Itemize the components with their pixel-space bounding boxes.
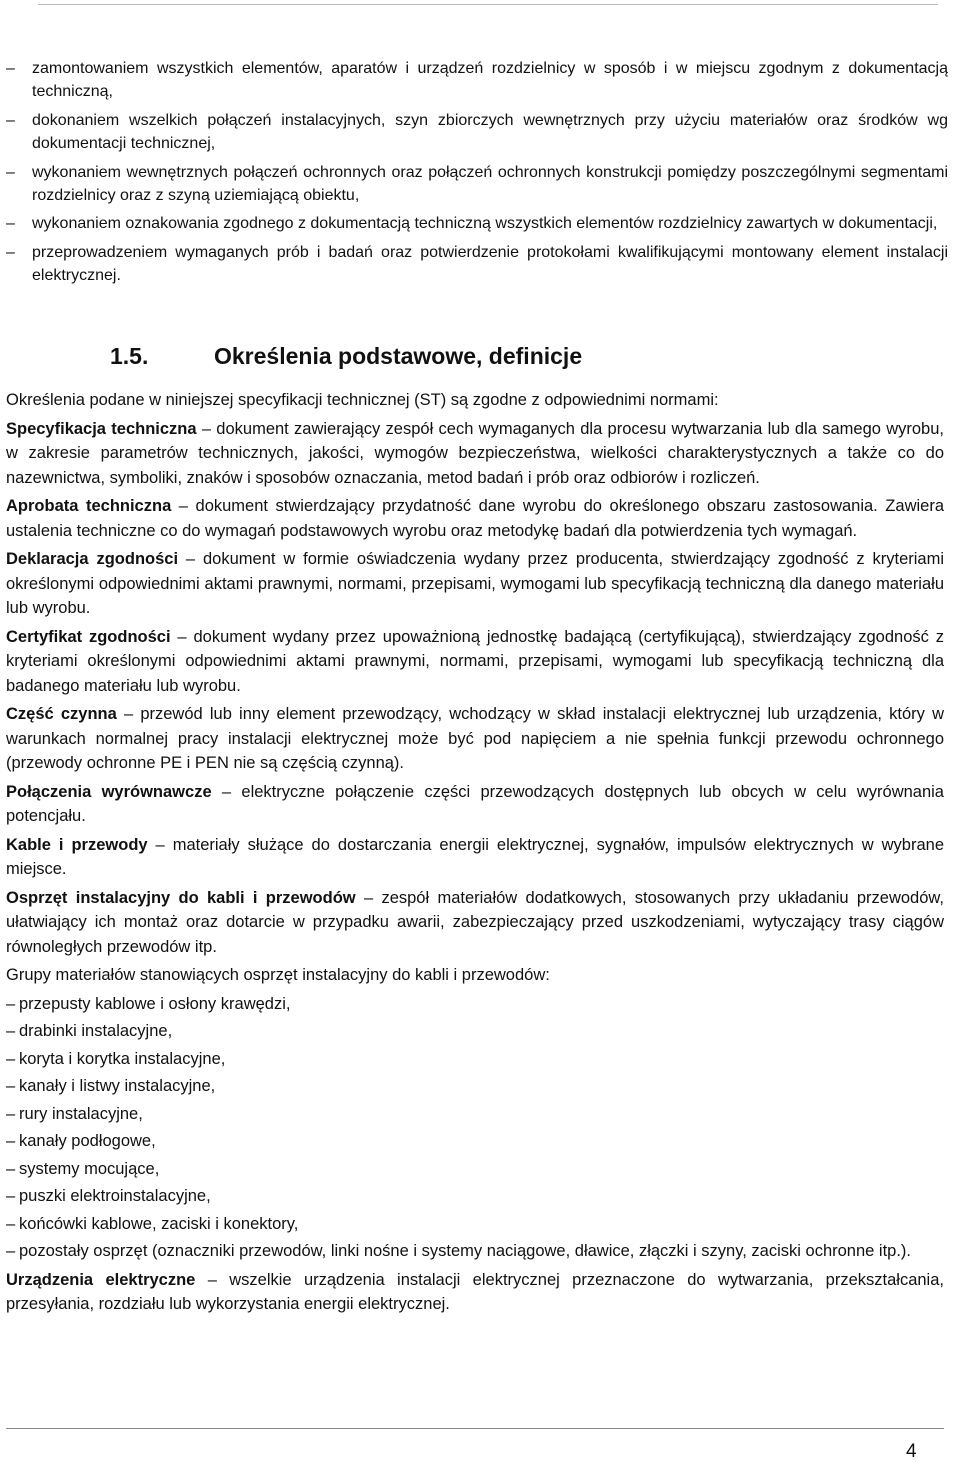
list-item-text: – przeprowadzeniem wymaganych prób i badań oraz potwierdzenie protokołami kwalifikującymi montowany element instalacji elektrycznej. xyxy=(32,243,948,285)
list-item xyxy=(0,57,948,104)
definition-paragraph xyxy=(6,1268,944,1317)
section-number: 1.5. xyxy=(110,343,149,369)
section-heading xyxy=(110,343,582,370)
list-item: – przepusty kablowe i osłony krawędzi, xyxy=(6,992,944,1017)
definition-text: – dokument wydany przez upoważnioną jednostkę badającą (certyfikującą), stwierdzający zgodność z kryteriami określonymi odpowiednimi aktami prawnymi, normami, przepisami, wymogami lub specyfikacją techniczną dla badanego materiału lub wyrobu. xyxy=(6,627,944,695)
definition-term: Osprzęt instalacyjny do kabli i przewodów xyxy=(6,888,356,907)
requirements-list xyxy=(0,57,948,293)
list-item xyxy=(0,109,948,156)
definition-text: – wszelkie urządzenia instalacji elektrycznej przeznaczone do wytwarzania, przekształcania, przesyłania, rozdziału lub wykorzystania energii elektrycznej. xyxy=(6,1270,944,1313)
definition-paragraph xyxy=(6,547,944,621)
definition-text: – dokument w formie oświadczenia wydany przez producenta, stwierdzający zgodność z kryteriami określonymi odpowiednimi aktami prawnymi, normami, przepisami, wymogami lub specyfikacją techniczną dla danego materiału lub wyrobu. xyxy=(6,550,945,617)
list-item: – kanały i listwy instalacyjne, xyxy=(6,1074,944,1099)
list-item-text: – wykonaniem wewnętrznych połączeń ochronnych oraz połączeń ochronnych konstrukcji pomiędzy poszczególnymi segmentami rozdzielnicy oraz z szyną uziemiającą obiektu, xyxy=(32,163,948,205)
definition-paragraph xyxy=(6,780,944,829)
top-rule xyxy=(38,4,938,5)
list-item: – pozostały osprzęt (oznaczniki przewodów, linki nośne i systemy naciągowe, dławice, złączki i szyny, zaciski ochronne itp.). xyxy=(6,1239,944,1264)
groups-intro: Grupy materiałów stanowiących osprzęt instalacyjny do kabli i przewodów: xyxy=(6,966,550,984)
definition-text: – zespół materiałów dodatkowych, stosowanych przy układaniu przewodów, ułatwiający ich montaż oraz dotarcie w przypadku awarii, zabezpieczający przed uszkodzeniami, wytyczający trasy ciągów równoległych przewodów itp. xyxy=(6,888,945,956)
list-item xyxy=(0,241,948,288)
definition-term: Specyfikacja techniczna xyxy=(6,419,197,438)
definition-term: Kable i przewody xyxy=(6,835,148,854)
definition-paragraph xyxy=(6,417,944,491)
list-item: – kanały podłogowe, xyxy=(6,1129,944,1154)
page-number: 4 xyxy=(906,1441,917,1462)
definition-term: Połączenia wyrównawcze xyxy=(6,782,212,801)
definition-paragraph xyxy=(6,886,944,960)
list-item-text: – wykonaniem oznakowania zgodnego z dokumentacją techniczną wszystkich elementów rozdzielnicy zawartych w dokumentacji, xyxy=(32,215,938,233)
definition-text: – przewód lub inny element przewodzący, wchodzący w skład instalacji elektrycznej lub urządzenia, który w warunkach normalnej pracy instalacji elektrycznej może być pod napięciem a nie spełnia funkcji przewodu ochronnego (przewody ochronne PE i PEN nie są częścią czynną). xyxy=(6,705,945,772)
definition-term: Urządzenia elektryczne xyxy=(6,1270,196,1289)
list-item-text: – zamontowaniem wszystkich elementów, aparatów i urządzeń rozdzielnicy w sposób i w miejscu zgodnym z dokumentacją techniczną, xyxy=(32,60,948,101)
list-item: – koryta i korytka instalacyjne, xyxy=(6,1047,944,1072)
groups-list xyxy=(6,992,944,1264)
list-item: – rury instalacyjne, xyxy=(6,1102,944,1127)
definition-term: Część czynna xyxy=(6,705,117,723)
intro-paragraph: Określenia podane w niniejszej specyfikacji technicznej (ST) są zgodne z odpowiednimi normami: xyxy=(6,391,719,409)
definition-paragraph xyxy=(6,625,944,699)
definition-term: Deklaracja zgodności xyxy=(6,550,179,568)
definition-paragraph xyxy=(6,494,944,543)
list-item xyxy=(0,161,948,208)
definition-term: Certyfikat zgodności xyxy=(6,627,171,646)
definition-text: – dokument zawierający zespół cech wymaganych dla procesu wytwarzania lub dla samego wyrobu, w zakresie parametrów technicznych, jakości, wymogów bezpieczeństwa, wielkości charakterystycznych a także co do nazewnictwa, symboliki, znaków i sposobów oznaczania, metod badań i prób oraz odbiorów i rozliczeń. xyxy=(6,419,944,487)
list-item: – puszki elektroinstalacyjne, xyxy=(6,1184,944,1209)
definition-term: Aprobata techniczna xyxy=(6,497,172,515)
section-title: Określenia podstawowe, definicje xyxy=(214,343,583,369)
list-item: – drabinki instalacyjne, xyxy=(6,1019,944,1044)
footer-rule xyxy=(6,1428,944,1429)
definition-text: – elektryczne połączenie części przewodzących dostępnych lub obcych w celu wyrównania potencjału. xyxy=(6,782,944,825)
definitions-body xyxy=(6,388,944,1321)
list-item: – systemy mocujące, xyxy=(6,1157,944,1182)
list-item: – końcówki kablowe, zaciski i konektory, xyxy=(6,1212,944,1237)
definition-text: – materiały służące do dostarczania energii elektrycznej, sygnałów, impulsów elektrycznych w wybrane miejsce. xyxy=(6,835,944,878)
definition-paragraph xyxy=(6,702,944,776)
definition-paragraph xyxy=(6,833,944,882)
list-item-text: – dokonaniem wszelkich połączeń instalacyjnych, szyn zbiorczych wewnętrznych przy użyciu materiałów oraz środków wg dokumentacji technicznej, xyxy=(32,111,948,153)
definition-text: – dokument stwierdzający przydatność dane wyrobu do określonego obszaru zastosowania. Zawiera ustalenia techniczne co do wymagań podstawowych wyrobu oraz metodykę badań dla potwierdzenia tych wymagań. xyxy=(6,497,944,540)
list-item xyxy=(0,212,948,235)
